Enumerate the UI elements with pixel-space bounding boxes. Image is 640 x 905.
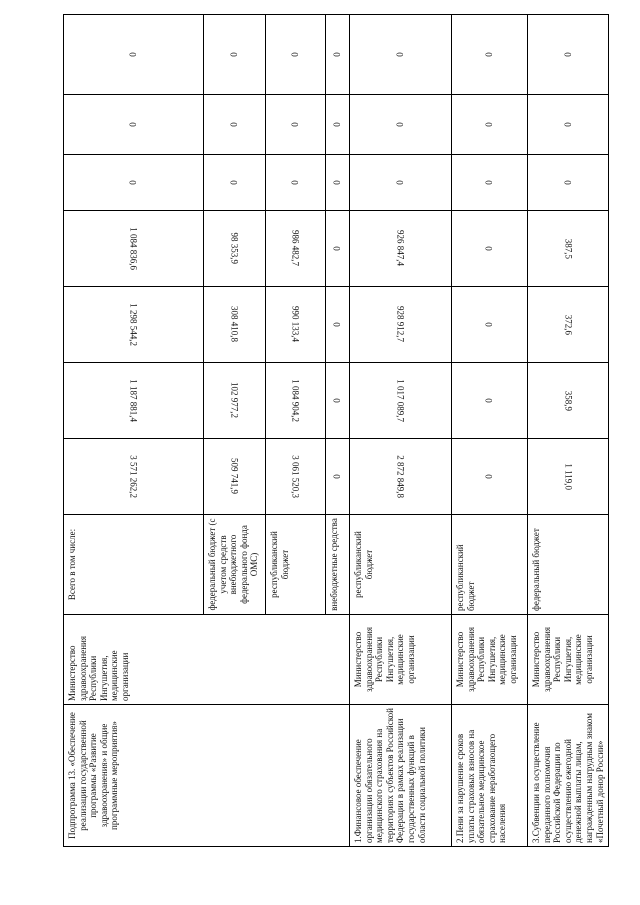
value-cell: 0 [64,15,204,95]
source-cell: республиканский бюджет [350,515,452,615]
value-cell: 0 [326,95,350,155]
value-cell: 0 [326,15,350,95]
value-cell: 0 [204,15,266,95]
value-cell: 1 084 904,2 [266,363,326,439]
executor-cell: Министерство здравоохранения Республики Ингушетия, медицинские организации [452,615,528,705]
value-cell: 3 571 262,2 [64,439,204,515]
value-cell: 358,9 [528,363,609,439]
value-cell: 928 912,7 [350,287,452,363]
value-cell: 0 [266,155,326,211]
value-cell: 102 977,2 [204,363,266,439]
value-cell: 0 [350,155,452,211]
executor-cell: Министерство здравоохранения Республики Ингушетия, медицинские организации [528,615,609,705]
value-cell: 308 410,8 [204,287,266,363]
value-cell: 372,6 [528,287,609,363]
value-cell: 0 [452,95,528,155]
value-cell: 0 [452,155,528,211]
budget-table [63,14,609,847]
source-cell: внебюджетные средства [326,515,350,615]
value-cell: 509 741,9 [204,439,266,515]
table-row [350,15,452,847]
value-cell: 0 [350,15,452,95]
source-cell: республиканский бюджет [266,515,326,615]
program-name-cell: 1.Финансовое обеспечение организации обязательного медицинского страхования на территориях субъектов Российской Федерации в рамках реализации государственных функций в области социальной политики [350,705,452,847]
source-cell: республиканский бюджет [452,515,528,615]
value-cell: 0 [326,287,350,363]
table-row [266,15,326,847]
value-cell: 0 [528,155,609,211]
value-cell: 0 [326,363,350,439]
program-name-cell [204,705,266,847]
value-cell: 926 847,4 [350,211,452,287]
value-cell: 990 133,4 [266,287,326,363]
source-cell: федеральный бюджет [528,515,609,615]
value-cell: 986 482,7 [266,211,326,287]
program-name-cell [266,705,326,847]
table-row [204,15,266,847]
program-name-cell: Подпрограмма 13. «Обеспечение реализации государственной программы «Развитие здравоохранения» и общие программные мероприятия» [64,705,204,847]
value-cell: 0 [528,15,609,95]
value-cell: 387,5 [528,211,609,287]
value-cell: 0 [452,211,528,287]
value-cell: 1 017 089,7 [350,363,452,439]
value-cell: 98 353,9 [204,211,266,287]
value-cell: 0 [528,95,609,155]
value-cell: 1 187 881,4 [64,363,204,439]
program-name-cell: 3.Субвенции на осуществление переданного полномочия Российской Федерации по осуществлению ежегодной денежной выплаты лицам, награжденным нагрудным знаком «Почетный донор России» [528,705,609,847]
rotated-page [63,52,605,847]
value-cell: 0 [452,363,528,439]
value-cell: 1 298 544,2 [64,287,204,363]
value-cell: 0 [266,15,326,95]
executor-cell [326,615,350,705]
value-cell: 0 [326,211,350,287]
value-cell: 0 [204,95,266,155]
value-cell: 0 [350,95,452,155]
table-row [452,15,528,847]
value-cell: 0 [326,439,350,515]
source-cell: федеральный бюджет (с учетом средств внебюджетного федерального фонда ОМС) [204,515,266,615]
value-cell: 0 [266,95,326,155]
program-name-cell [326,705,350,847]
value-cell: 0 [204,155,266,211]
value-cell: 0 [64,155,204,211]
executor-cell: Министерство здравоохранения Республики Ингушетия, медицинские организации [64,615,204,705]
table-row [64,15,204,847]
value-cell: 3 061 520,3 [266,439,326,515]
value-cell: 1 119,0 [528,439,609,515]
source-cell: Всего в том числе: [64,515,204,615]
value-cell: 2 872 849,8 [350,439,452,515]
table-row [528,15,609,847]
table-row [326,15,350,847]
value-cell: 0 [452,287,528,363]
value-cell: 0 [64,95,204,155]
program-name-cell: 2.Пени за нарушение сроков уплаты страховых взносов на обязательное медицинское страхование неработающего населения [452,705,528,847]
executor-cell: Министерство здравоохранения Республики Ингушетия, медицинские организации [350,615,452,705]
executor-cell [266,615,326,705]
executor-cell [204,615,266,705]
value-cell: 0 [326,155,350,211]
value-cell: 0 [452,15,528,95]
value-cell: 0 [452,439,528,515]
value-cell: 1 084 836,6 [64,211,204,287]
